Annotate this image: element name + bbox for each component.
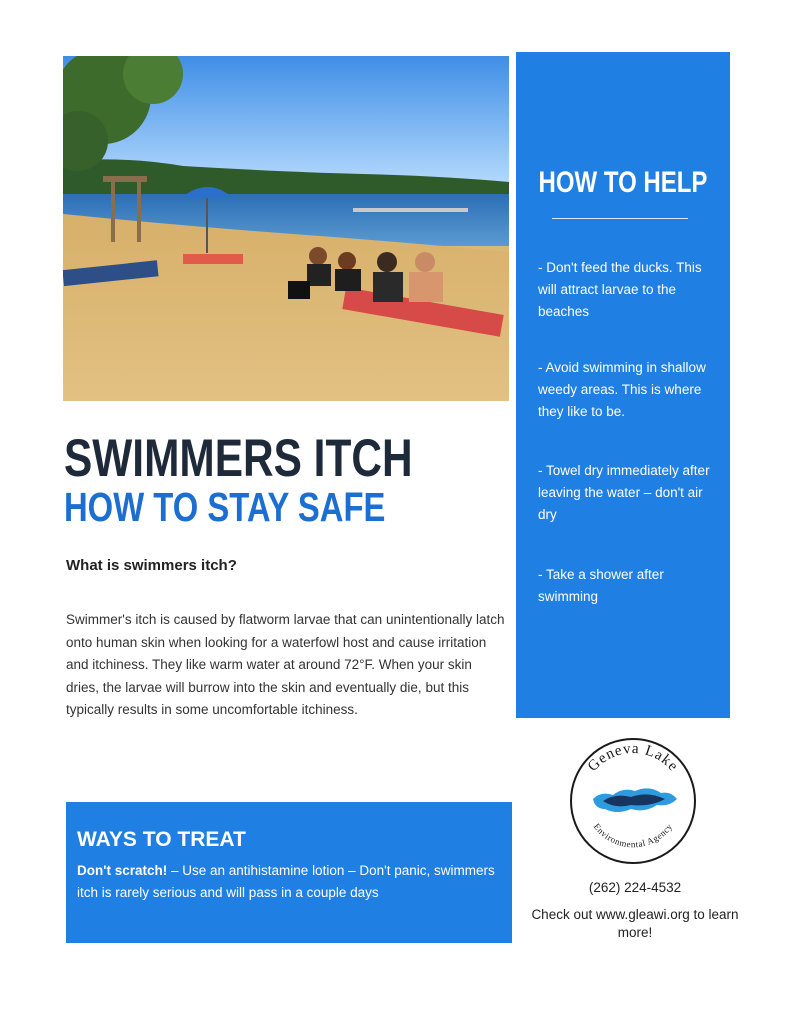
description-paragraph: Swimmer's itch is caused by flatworm larvae that can unintentionally latch onto human skin when looking for a waterfowl host and cause irritation and itchiness. They like warm water at around 72°F. When your skin dries, the larvae will burrow into the skin and eventually die, but this typically results in some uncomfortable itchiness. [66,612,505,717]
treat-body: – Use an antihistamine lotion – Don't panic, swimmers itch is rarely serious and will pass in a couple days [77,863,495,900]
page-subtitle: HOW TO STAY SAFE [64,484,386,530]
page-title: SWIMMERS ITCH [64,429,413,488]
how-to-help-panel [516,52,730,718]
ways-to-treat-text [77,860,502,904]
help-item-weedy-areas: - Avoid swimming in shallow weedy areas. This is where they like to be. [538,360,706,419]
logo-top-text: Geneva Lake [584,740,682,775]
phone-number: (262) 224-4532 [588,880,682,895]
logo-bottom-text: Environmental Agency [591,821,675,850]
treat-lead: Don't scratch! [77,863,168,878]
how-to-help-title: HOW TO HELP [538,166,708,199]
section-heading: What is swimmers itch? [66,557,237,574]
divider [552,218,688,219]
ways-to-treat-panel [66,802,512,943]
help-item-ducks: - Don't feed the ducks. This will attract larvae to the beaches [538,260,702,319]
geneva-lake-logo [565,733,701,869]
beach-photo [63,56,509,401]
help-item-shower: - Take a shower after swimming [538,567,664,604]
help-item-towel-dry: - Towel dry immediately after leaving the water – don't air dry [538,463,710,522]
ways-to-treat-title: WAYS TO TREAT [77,828,246,851]
website-cta: Check out www.gleawi.org to learn more! [531,907,739,940]
